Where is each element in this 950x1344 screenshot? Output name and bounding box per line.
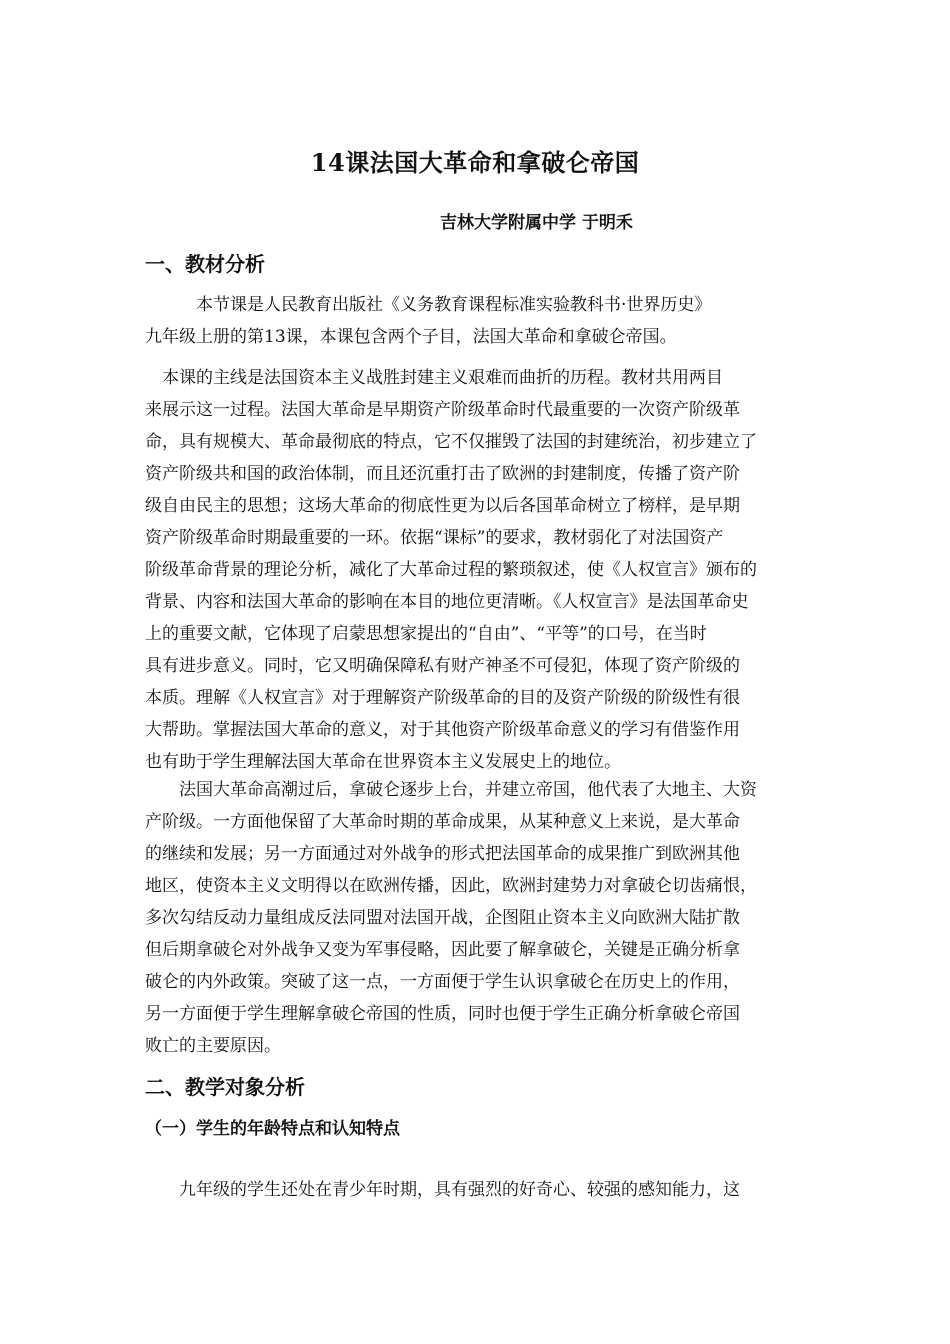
text-line: 命，具有规模大、革命最彻底的特点，它不仅摧毁了法国的封建统治，初步建立了 xyxy=(145,432,757,452)
text-line: 具有进步意义。同时，它又明确保障私有财产神圣不可侵犯，体现了资产阶级的 xyxy=(145,656,740,676)
paragraph-intro xyxy=(145,289,810,353)
text-line: 资产阶级革命时期最重要的一环。依据“课标”的要求，教材弱化了对法国资产 xyxy=(145,528,724,548)
text-line: 败亡的主要原因。 xyxy=(145,1036,281,1056)
text-line: 多次勾结反动力量组成反法同盟对法国开战，企图阻止资本主义向欧洲大陆扩散 xyxy=(145,908,740,928)
text-line: 法国大革命高潮过后，拿破仑逐步上台，并建立帝国，他代表了大地主、大资 xyxy=(145,780,757,800)
text-line: 的继续和发展；另一方面通过对外战争的形式把法国革命的成果推广到欧洲其他 xyxy=(145,844,740,864)
section-heading-textbook-analysis: 一、教材分析 xyxy=(145,252,265,276)
paragraph-napoleon xyxy=(145,774,810,1062)
text-line: 九年级的学生还处在青少年时期，具有强烈的好奇心、较强的感知能力，这 xyxy=(145,1180,740,1200)
text-line: 另一方面便于学生理解拿破仑帝国的性质，同时也便于学生正确分析拿破仑帝国 xyxy=(145,1004,740,1024)
text-line: 产阶级。一方面他保留了大革命时期的革命成果，从某种意义上来说，是大革命 xyxy=(145,812,740,832)
text-line: 破仑的内外政策。突破了这一点，一方面便于学生认识拿破仑在历史上的作用， xyxy=(145,972,740,992)
text-line: 资产阶级共和国的政治体制，而且还沉重打击了欧洲的封建制度，传播了资产阶 xyxy=(145,464,740,484)
subsection-heading-age-traits: （一）学生的年龄特点和认知特点 xyxy=(145,1119,400,1139)
text-line: 阶级革命背景的理论分析，减化了大革命过程的繁琐叙述，使《人权宣言》颁布的 xyxy=(145,560,757,580)
text-line: 背景、内容和法国大革命的影响在本目的地位更清晰。《人权宣言》是法国革命史 xyxy=(145,592,749,612)
text-line: 也有助于学生理解法国大革命在世界资本主义发展史上的地位。 xyxy=(145,752,621,772)
text-line: 地区，使资本主义文明得以在欧洲传播，因此，欧洲封建势力对拿破仑切齿痛恨， xyxy=(145,876,757,896)
text-line: 本节课是人民教育出版社《义务教育课程标准实验教科书·世界历史》 xyxy=(145,295,712,315)
text-line: 来展示这一过程。法国大革命是早期资产阶级革命时代最重要的一次资产阶级革 xyxy=(145,400,740,420)
text-line: 九年级上册的第13课，本课包含两个子目，法国大革命和拿破仑帝国。 xyxy=(145,327,677,347)
document-author: 吉林大学附属中学 于明禾 xyxy=(440,213,633,233)
text-line: 本课的主线是法国资本主义战胜封建主义艰难而曲折的历程。教材共用两目 xyxy=(145,368,723,388)
text-line: 大帮助。掌握法国大革命的意义，对于其他资产阶级革命意义的学习有借鉴作用 xyxy=(145,720,740,740)
paragraph-students xyxy=(145,1174,810,1206)
text-line: 但后期拿破仑对外战争又变为军事侵略，因此要了解拿破仑，关键是正确分析拿 xyxy=(145,940,740,960)
paragraph-main-thread xyxy=(145,362,810,778)
text-line: 上的重要文献，它体现了启蒙思想家提出的“自由”、“平等”的口号，在当时 xyxy=(145,624,707,644)
document-title: 14课法国大革命和拿破仑帝国 xyxy=(310,148,640,177)
text-line: 级自由民主的思想；这场大革命的彻底性更为以后各国革命树立了榜样，是早期 xyxy=(145,496,740,516)
section-heading-student-analysis: 二、教学对象分析 xyxy=(145,1075,305,1099)
text-line: 本质。理解《人权宣言》对于理解资产阶级革命的目的及资产阶级的阶级性有很 xyxy=(145,688,740,708)
